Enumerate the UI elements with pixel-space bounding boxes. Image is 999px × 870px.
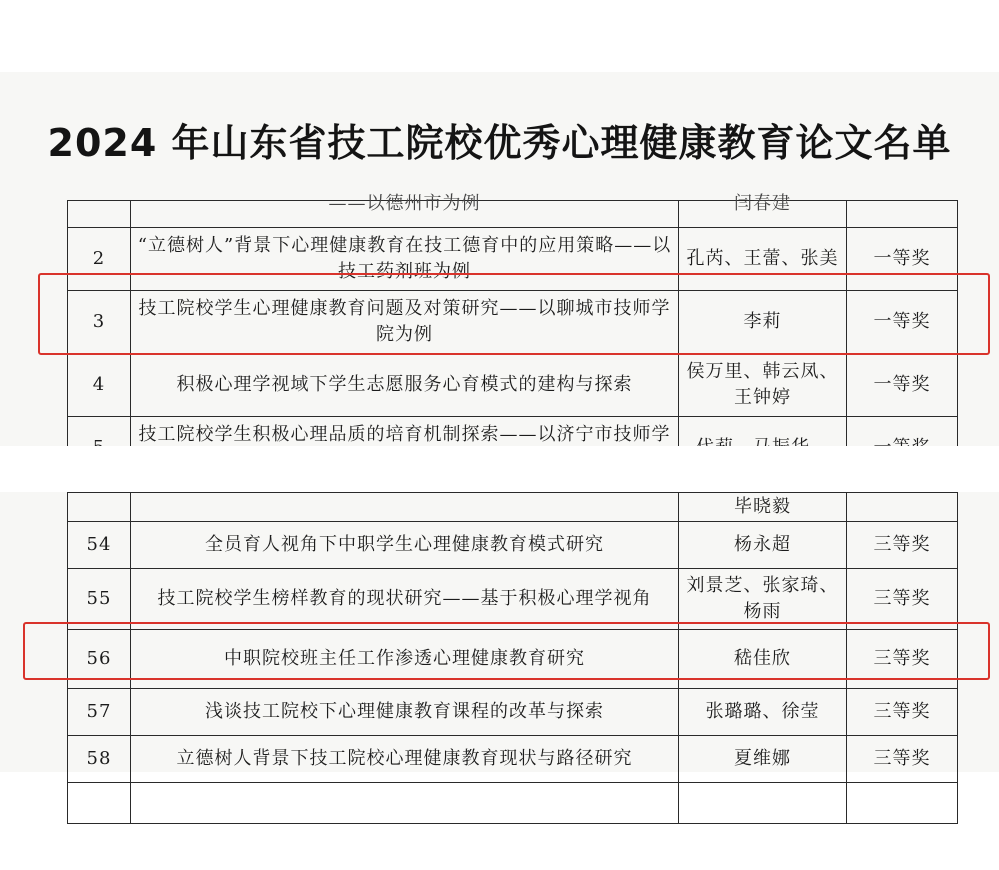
cell-award: 三等奖 <box>847 736 958 783</box>
award-table-bottom <box>67 492 957 772</box>
cell-no: 4 <box>68 354 131 417</box>
cell-no <box>68 783 131 824</box>
cell-no: 55 <box>68 569 131 630</box>
cell-title: 积极心理学视域下学生志愿服务心育模式的建构与探索 <box>131 354 679 417</box>
table-row <box>68 228 958 291</box>
cell-author: 张璐璐、徐莹 <box>679 689 847 736</box>
cell-title: “立德树人”背景下心理健康教育在技工德育中的应用策略——以技工药剂班为例 <box>131 228 679 291</box>
cell-award <box>847 783 958 824</box>
cell-award <box>847 201 958 228</box>
cell-author: 孔芮、王蕾、张美 <box>679 228 847 291</box>
cell-award: 一等奖 <box>847 354 958 417</box>
cell-title: ——以德州市为例 <box>131 201 679 228</box>
table-row-partial <box>68 783 958 824</box>
table-row <box>68 630 958 689</box>
document-title: 2024 年山东省技工院校优秀心理健康教育论文名单 <box>47 121 952 165</box>
cell-award: 一等奖 <box>847 228 958 291</box>
cell-no: 56 <box>68 630 131 689</box>
cell-award <box>847 493 958 522</box>
table-row <box>68 354 958 417</box>
table-row-partial <box>68 201 958 228</box>
cell-title: 立德树人背景下技工院校心理健康教育现状与路径研究 <box>131 736 679 783</box>
section-gap <box>0 446 999 492</box>
table-row <box>68 522 958 569</box>
cell-author: 刘景芝、张家琦、杨雨 <box>679 569 847 630</box>
cell-award: 三等奖 <box>847 522 958 569</box>
table-row-partial <box>68 493 958 522</box>
cell-title: 浅谈技工院校下心理健康教育课程的改革与探索 <box>131 689 679 736</box>
table-row <box>68 291 958 354</box>
cell-author: 夏维娜 <box>679 736 847 783</box>
cell-no: 58 <box>68 736 131 783</box>
cell-no <box>68 493 131 522</box>
table-row <box>68 736 958 783</box>
cell-author: 嵇佳欣 <box>679 630 847 689</box>
cell-title <box>131 493 679 522</box>
cell-award: 一等奖 <box>847 291 958 354</box>
cell-no <box>68 201 131 228</box>
cell-no: 3 <box>68 291 131 354</box>
cell-title: 技工院校学生积极心理品质的培育机制探索——以济宁市技师学 <box>131 417 679 480</box>
cell-no: 57 <box>68 689 131 736</box>
cell-title <box>131 783 679 824</box>
cell-title: 技工院校学生榜样教育的现状研究——基于积极心理学视角 <box>131 569 679 630</box>
cell-author: 侯万里、韩云凤、王钟婷 <box>679 354 847 417</box>
cell-author: 闫春建 <box>679 201 847 228</box>
cell-author: 杨永超 <box>679 522 847 569</box>
cell-award: 三等奖 <box>847 630 958 689</box>
cell-no: 54 <box>68 522 131 569</box>
cell-title: 技工院校学生心理健康教育问题及对策研究——以聊城市技师学院为例 <box>131 291 679 354</box>
cell-no: 2 <box>68 228 131 291</box>
cell-author: 毕晓毅 <box>679 493 847 522</box>
table-row <box>68 689 958 736</box>
cell-author: 李莉 <box>679 291 847 354</box>
cell-author <box>679 783 847 824</box>
cell-title: 中职院校班主任工作渗透心理健康教育研究 <box>131 630 679 689</box>
table-row <box>68 569 958 630</box>
award-table-top <box>67 193 957 446</box>
cell-award: 三等奖 <box>847 569 958 630</box>
cell-title: 全员育人视角下中职学生心理健康教育模式研究 <box>131 522 679 569</box>
cell-award: 三等奖 <box>847 689 958 736</box>
